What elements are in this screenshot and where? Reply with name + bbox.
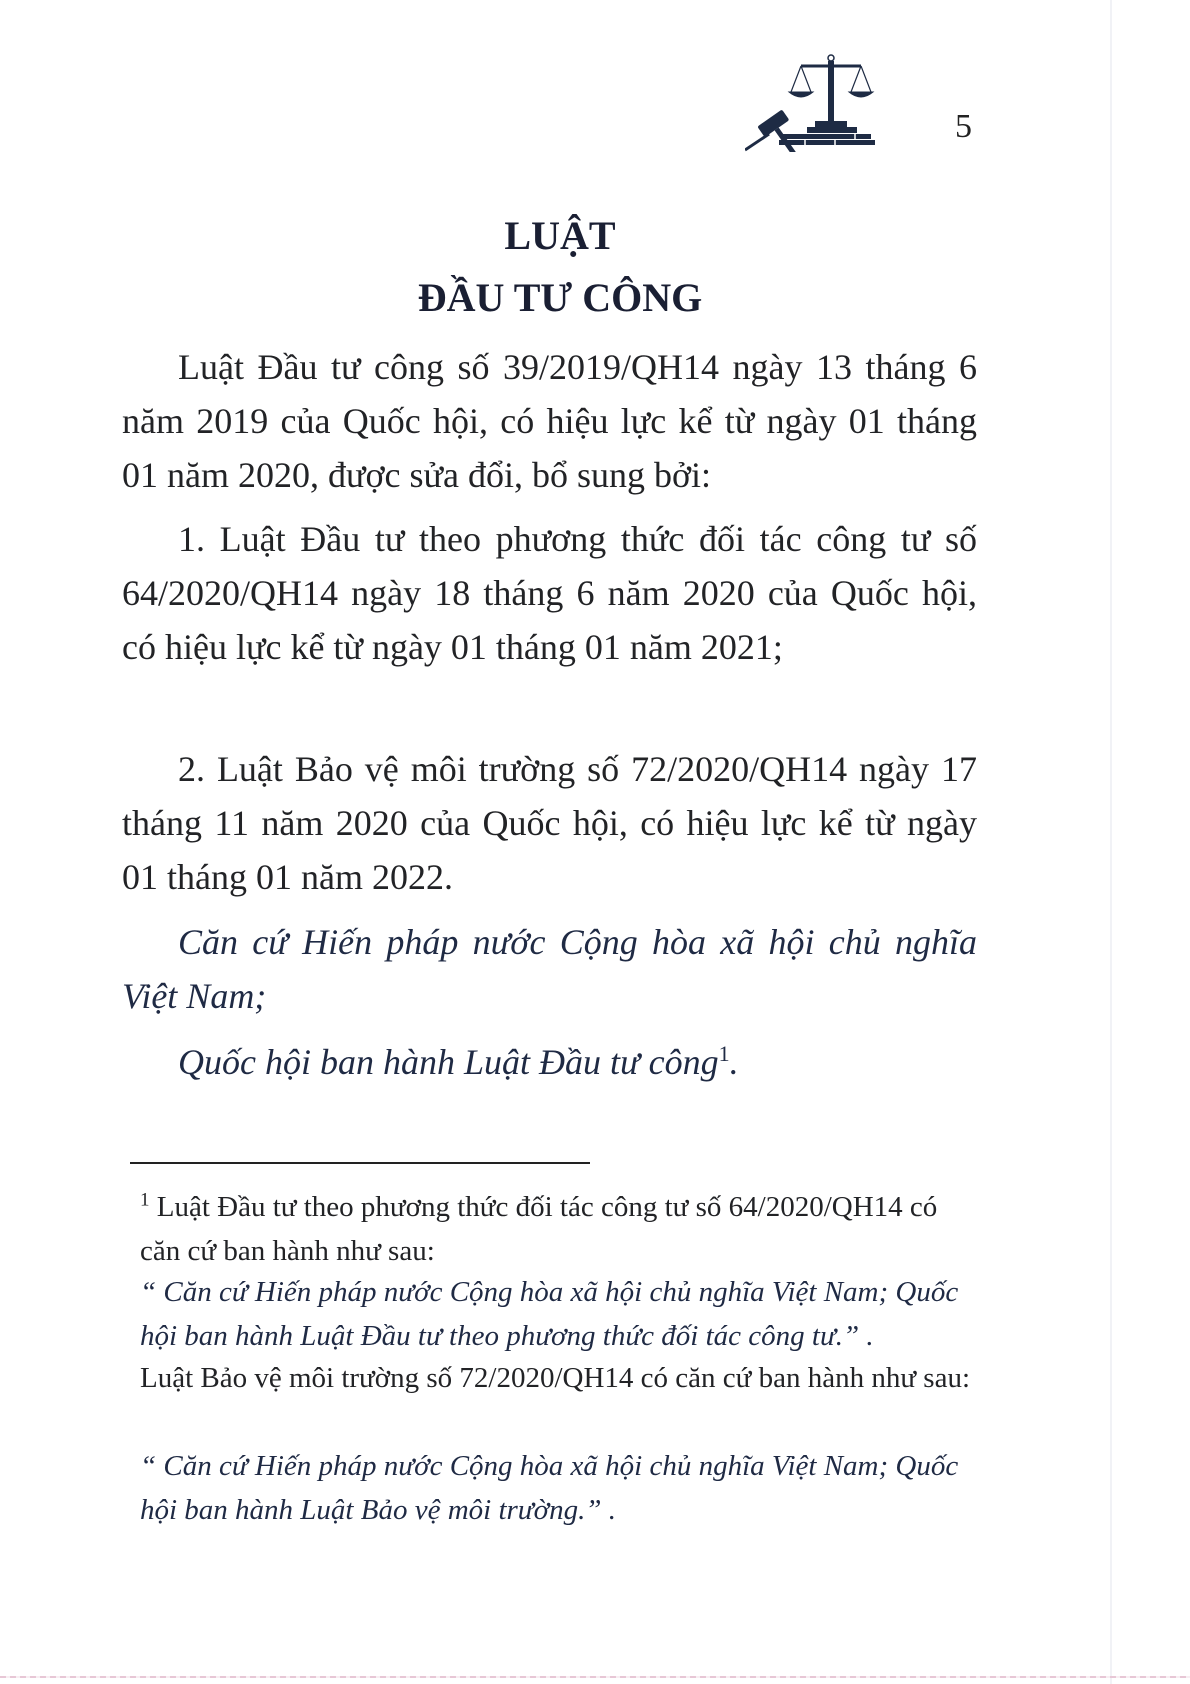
footnote-reference[interactable]: 1 [718,1041,730,1066]
enactment-text: Quốc hội ban hành Luật Đầu tư công [178,1042,719,1082]
document-title: LUẬT [504,213,616,258]
amendment-item-2: 2. Luật Bảo vệ môi trường số 72/2020/QH14 ngày 17 tháng 11 năm 2020 của Quốc hội, có hiệu lực kể từ ngày 01 tháng 01 năm 2022. [122,749,977,897]
document-subtitle: ĐẦU TƯ CÔNG [417,275,703,320]
footnote-mark: 1 [140,1189,150,1211]
intro-paragraph: Luật Đầu tư công số 39/2019/QH14 ngày 13 tháng 6 năm 2019 của Quốc hội, có hiệu lực kể từ ngày 01 tháng 01 năm 2020, được sửa đổi, bổ sung bởi: [122,347,977,495]
page-bottom-edge [0,1676,1190,1678]
footnote-1-intro [140,1185,980,1273]
footnote-1-text: Luật Đầu tư theo phương thức đối tác công tư số 64/2020/QH14 có căn cứ ban hành như sau: [140,1191,938,1267]
footnote-separator [130,1162,590,1164]
footnote-text-2: Luật Bảo vệ môi trường số 72/2020/QH14 có căn cứ ban hành như sau: [140,1362,971,1394]
page-number: 5 [955,108,972,145]
footnote-quote-1: “ Căn cứ Hiến pháp nước Cộng hòa xã hội chủ nghĩa Việt Nam; Quốc hội ban hành Luật Đầu tư theo phương thức đối tác công tư.” . [140,1276,959,1352]
footnote-quote-2: “ Căn cứ Hiến pháp nước Cộng hòa xã hội chủ nghĩa Việt Nam; Quốc hội ban hành Luật Bảo vệ môi trường.” . [140,1450,959,1526]
legal-basis-paragraph: Căn cứ Hiến pháp nước Cộng hòa xã hội chủ nghĩa Việt Nam; [122,922,977,1016]
amendment-item-1: 1. Luật Đầu tư theo phương thức đối tác công tư số 64/2020/QH14 ngày 18 tháng 6 năm 2020 của Quốc hội, có hiệu lực kể từ ngày 01 tháng 01 năm 2021; [122,519,977,667]
scales-and-gavel-icon [745,52,895,152]
enactment-paragraph [122,1035,977,1089]
enactment-end: . [729,1042,739,1082]
